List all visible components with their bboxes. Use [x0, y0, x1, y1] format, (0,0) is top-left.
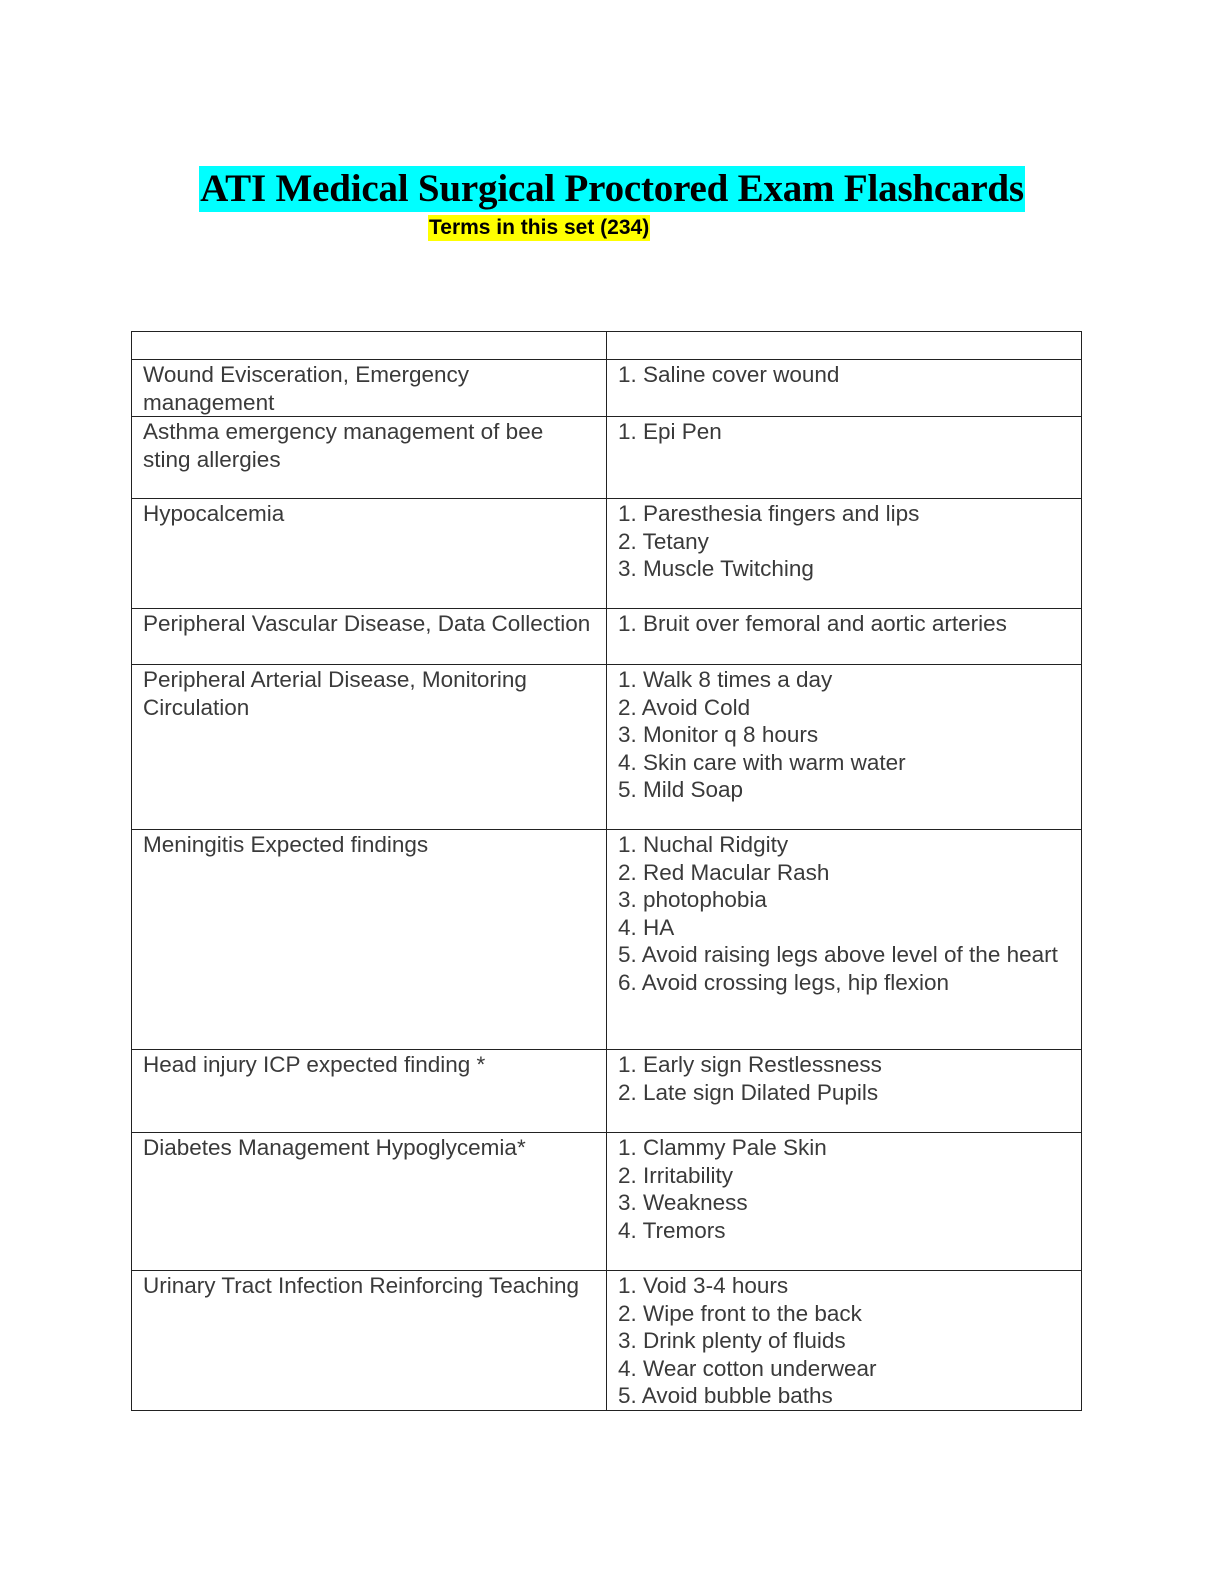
term-cell: Wound Evisceration, Emergency management — [132, 360, 607, 417]
definition-item: 1. Saline cover wound — [618, 362, 840, 387]
definition-item: 4. Wear cotton underwear — [618, 1355, 877, 1381]
definition-item: 6. Avoid crossing legs, hip flexion — [618, 969, 950, 995]
definition-item: 1. Walk 8 times a day — [618, 667, 833, 692]
header-cell-definition — [607, 332, 1082, 360]
definition-item: 5. Mild Soap — [618, 777, 744, 802]
table-row — [132, 499, 1082, 609]
term-cell: Urinary Tract Infection Reinforcing Teaching — [132, 1271, 607, 1411]
definition-item: 5. Avoid bubble baths — [618, 1383, 833, 1408]
definition-item: 1. Nuchal Ridgity — [618, 832, 789, 857]
table-row — [132, 417, 1082, 499]
definition-cell — [607, 830, 1082, 1050]
definition-cell — [607, 665, 1082, 830]
term-cell: Peripheral Vascular Disease, Data Collection — [132, 609, 607, 665]
definition-cell — [607, 609, 1082, 665]
definition-item: 2. Avoid Cold — [618, 694, 751, 720]
definition-cell — [607, 1133, 1082, 1271]
table-row — [132, 665, 1082, 830]
subtitle-container — [428, 215, 650, 241]
definition-item: 1. Paresthesia fingers and lips — [618, 501, 920, 526]
definition-item: 3. Muscle Twitching — [618, 556, 814, 581]
definition-item: 3. Drink plenty of fluids — [618, 1328, 846, 1353]
table-header-row — [132, 332, 1082, 360]
term-cell: Hypocalcemia — [132, 499, 607, 609]
definition-item: 2. Tetany — [618, 528, 709, 554]
definition-item: 2. Wipe front to the back — [618, 1300, 862, 1326]
term-cell: Head injury ICP expected finding * — [132, 1050, 607, 1133]
definition-cell — [607, 1271, 1082, 1411]
definition-cell — [607, 499, 1082, 609]
table-row — [132, 609, 1082, 665]
definition-cell — [607, 417, 1082, 499]
definition-item: 1. Bruit over femoral and aortic arteries — [618, 611, 1007, 636]
definition-item: 5. Avoid raising legs above level of the heart — [618, 942, 1058, 967]
document-title: ATI Medical Surgical Proctored Exam Flashcards — [200, 167, 1024, 210]
table-row — [132, 1050, 1082, 1133]
definition-item: 4. HA — [618, 914, 675, 940]
definition-item: 1. Void 3-4 hours — [618, 1273, 789, 1298]
definition-item: 2. Irritability — [618, 1162, 734, 1188]
definition-cell — [607, 1050, 1082, 1133]
header-cell-term — [132, 332, 607, 360]
table-row — [132, 360, 1082, 417]
term-cell: Asthma emergency management of bee sting allergies — [132, 417, 607, 499]
table-row — [132, 1133, 1082, 1271]
definition-item: 3. Weakness — [618, 1190, 748, 1215]
table-row — [132, 1271, 1082, 1411]
definition-item: 4. Skin care with warm water — [618, 749, 906, 775]
term-cell: Diabetes Management Hypoglycemia* — [132, 1133, 607, 1271]
definition-item: 3. photophobia — [618, 887, 767, 912]
definition-item: 2. Red Macular Rash — [618, 859, 830, 885]
table-row — [132, 830, 1082, 1050]
definition-item: 1. Epi Pen — [618, 419, 722, 444]
term-cell: Peripheral Arterial Disease, Monitoring Circulation — [132, 665, 607, 830]
title-container — [0, 166, 1224, 212]
definition-item: 1. Clammy Pale Skin — [618, 1135, 827, 1160]
definition-item: 3. Monitor q 8 hours — [618, 722, 819, 747]
term-cell: Meningitis Expected findings — [132, 830, 607, 1050]
definition-item: 4. Tremors — [618, 1217, 726, 1243]
terms-count-subtitle: Terms in this set (234) — [429, 216, 650, 239]
definition-item: 2. Late sign Dilated Pupils — [618, 1079, 879, 1105]
flashcard-table — [131, 331, 1082, 1411]
definition-item: 1. Early sign Restlessness — [618, 1052, 882, 1077]
definition-cell — [607, 360, 1082, 417]
